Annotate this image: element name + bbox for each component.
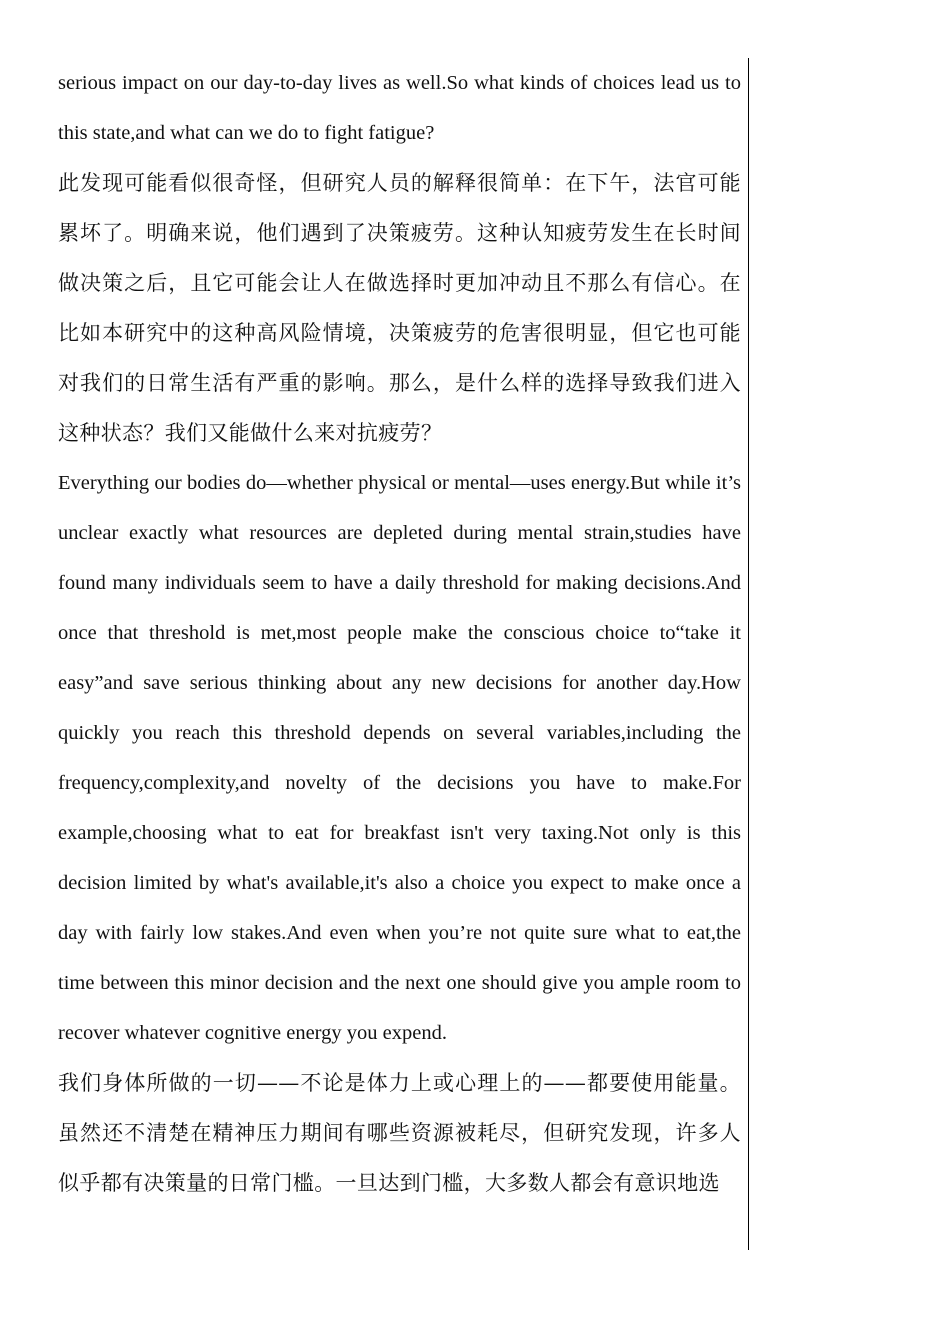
paragraph-chinese-2: 我们身体所做的一切——不论是体力上或心理上的——都要使用能量。虽然还不清楚在精神压力期间有哪些资源被耗尽，但研究发现，许多人似乎都有决策量的日常门槛。一旦达到门槛，大多数人都会有意识地选 (58, 1071, 741, 1195)
right-margin-rule (748, 58, 749, 1250)
paragraph-chinese-1: 此发现可能看似很奇怪，但研究人员的解释很简单：在下午，法官可能累坏了。明确来说，他们遇到了决策疲劳。这种认知疲劳发生在长时间做决策之后，且它可能会让人在做选择时更加冲动且不那么有信心。在比如本研究中的这种高风险情境，决策疲劳的危害很明显，但它也可能对我们的日常生活有严重的影响。那么，是什么样的选择导致我们进入这种状态？我们又能做什么来对抗疲劳？ (58, 171, 741, 445)
text-column (58, 58, 741, 1208)
paragraph-english-1: serious impact on our day-to-day lives as well.So what kinds of choices lead us to this state,and what can we do to fight fatigue? (58, 72, 741, 144)
paragraph-english-2: Everything our bodies do—whether physical or mental—uses energy.But while it’s unclear exactly what resources are depleted during mental strain,studies have found many individuals seem to have a daily threshold for making decisions.And once that threshold is met,most people make the conscious choice to“take it easy”and save serious thinking about any new decisions for another day.How quickly you reach this threshold depends on several variables,including the frequency,complexity,and novelty of the decisions you have to make.For example,choosing what to eat for breakfast isn't very taxing.Not only is this decision limited by what's available,it's also a choice you expect to make once a day with fairly low stakes.And even when you’re not quite sure what to eat,the time between this minor decision and the next one should give you ample room to recover whatever cognitive energy you expend. (58, 472, 741, 1044)
